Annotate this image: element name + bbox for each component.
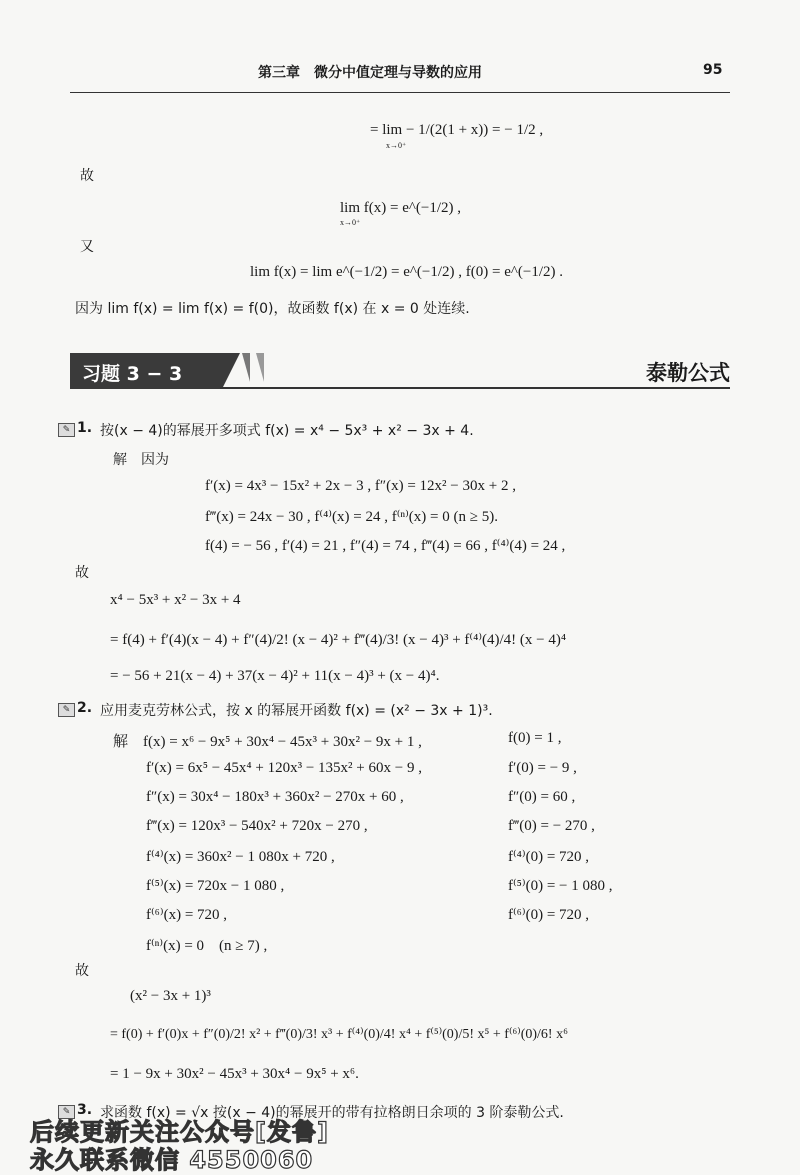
banner-stripe <box>242 353 250 389</box>
p2-row-left: f⁽⁶⁾(x) = 720 , <box>146 907 228 923</box>
section-banner <box>70 353 730 389</box>
p2-expansion-result: = 1 − 9x + 30x² − 45x³ + 30x⁴ − 9x⁵ + x⁶. <box>110 1066 359 1082</box>
section-title: 习题 3 − 3 <box>82 363 183 385</box>
p2-expansion-lhs: (x² − 3x + 1)³ <box>130 988 211 1004</box>
p2-row-right: f″(0) = 60 , <box>508 789 576 805</box>
problem-marker-icon: ✎ <box>58 703 75 717</box>
p1-expansion-lhs: x⁴ − 5x³ + x² − 3x + 4 <box>110 592 241 608</box>
gu-text-2: 故 <box>75 565 89 581</box>
continuity-statement: 因为 lim f(x) = lim f(x) = f(0)，故函数 f(x) 在 x = 0 处连续. <box>75 301 470 317</box>
p2-row-left: f‴(x) = 120x³ − 540x² + 720x − 270 , <box>146 818 368 834</box>
p1-derivatives-1: f′(x) = 4x³ − 15x² + 2x − 3 , f″(x) = 12x² − 30x + 2 , <box>205 478 516 494</box>
limit-line-2: lim f(x) = e^(−1/2) , <box>340 200 462 216</box>
p2-row-right: f⁽⁶⁾(0) = 720 , <box>508 907 590 923</box>
p2-row-left: f″(x) = 30x⁴ − 180x³ + 360x² − 270x + 60 , <box>146 789 404 805</box>
p2-row-left: 解 f(x) = x⁶ − 9x⁵ + 30x⁴ − 45x³ + 30x² − 9x + 1 , <box>113 734 422 750</box>
you-text: 又 <box>80 239 94 255</box>
gu-text-3: 故 <box>75 963 89 979</box>
limit-line-1: = lim − 1/(2(1 + x)) = − 1/2 , <box>370 122 544 138</box>
problem-marker-icon: ✎ <box>58 423 75 437</box>
watermark-line-1: 后续更新关注公众号[发鲁] <box>30 1118 329 1146</box>
p2-row-left: f⁽⁵⁾(x) = 720x − 1 080 , <box>146 878 285 894</box>
solution-intro-1: 解 因为 <box>113 452 169 468</box>
problem-1-number: 1. <box>77 420 93 436</box>
p2-row-right: f′(0) = − 9 , <box>508 760 577 776</box>
p1-expansion-result: = − 56 + 21(x − 4) + 37(x − 4)² + 11(x − 4)³ + (x − 4)⁴. <box>110 668 440 684</box>
p2-row-right: f(0) = 1 , <box>508 730 562 746</box>
p1-derivatives-2: f‴(x) = 24x − 30 , f⁽⁴⁾(x) = 24 , f⁽ⁿ⁾(x) = 0 (n ≥ 5). <box>205 509 498 525</box>
p2-row-left: f⁽ⁿ⁾(x) = 0 (n ≥ 7) , <box>146 938 268 954</box>
p2-row-left: f⁽⁴⁾(x) = 360x² − 1 080x + 720 , <box>146 849 335 865</box>
gu-text-1: 故 <box>80 168 94 184</box>
p1-expansion-taylor: = f(4) + f′(4)(x − 4) + f″(4)/2! (x − 4)² + f‴(4)/3! (x − 4)³ + f⁽⁴⁾(4)/4! (x − 4)⁴ <box>110 632 567 648</box>
problem-1-question: 按(x − 4)的幂展开多项式 f(x) = x⁴ − 5x³ + x² − 3x + 4. <box>100 423 474 439</box>
p2-row-right: f‴(0) = − 270 , <box>508 818 595 834</box>
problem-marker-icon: ✎ <box>58 1105 75 1119</box>
p1-values: f(4) = − 56 , f′(4) = 21 , f″(4) = 74 , f‴(4) = 66 , f⁽⁴⁾(4) = 24 , <box>205 538 566 554</box>
limit-subscript-2: x→0⁺ <box>340 218 361 227</box>
watermark-line-2: 永久联系微信 4550060 <box>30 1146 314 1174</box>
chapter-header: 第三章 微分中值定理与导数的应用 <box>258 65 482 81</box>
section-topic: 泰勒公式 <box>646 361 730 385</box>
banner-underline <box>220 387 730 389</box>
problem-2-question: 应用麦克劳林公式，按 x 的幂展开函数 f(x) = (x² − 3x + 1)³. <box>100 703 493 719</box>
p2-expansion-taylor: = f(0) + f′(0)x + f″(0)/2! x² + f‴(0)/3! x³ + f⁽⁴⁾(0)/4! x⁴ + f⁽⁵⁾(0)/5! x⁵ + f⁽⁶⁾(0)/6! x⁶ <box>110 1027 568 1042</box>
limit-line-3: lim f(x) = lim e^(−1/2) = e^(−1/2) , f(0) = e^(−1/2) . <box>250 264 564 280</box>
p2-row-right: f⁽⁴⁾(0) = 720 , <box>508 849 590 865</box>
p2-row-right: f⁽⁵⁾(0) = − 1 080 , <box>508 878 613 894</box>
problem-3-question: 求函数 f(x) = √x 按(x − 4)的幂展开的带有拉格朗日余项的 3 阶泰勒公式. <box>100 1105 564 1121</box>
p2-row-left: f′(x) = 6x⁵ − 45x⁴ + 120x³ − 135x² + 60x − 9 , <box>146 760 422 776</box>
problem-3-number: 3. <box>77 1102 93 1118</box>
problem-2-number: 2. <box>77 700 93 716</box>
limit-subscript-1: x→0⁺ <box>386 141 407 150</box>
header-rule <box>70 92 730 93</box>
banner-stripe <box>256 353 264 389</box>
page-number: 95 <box>703 62 723 78</box>
